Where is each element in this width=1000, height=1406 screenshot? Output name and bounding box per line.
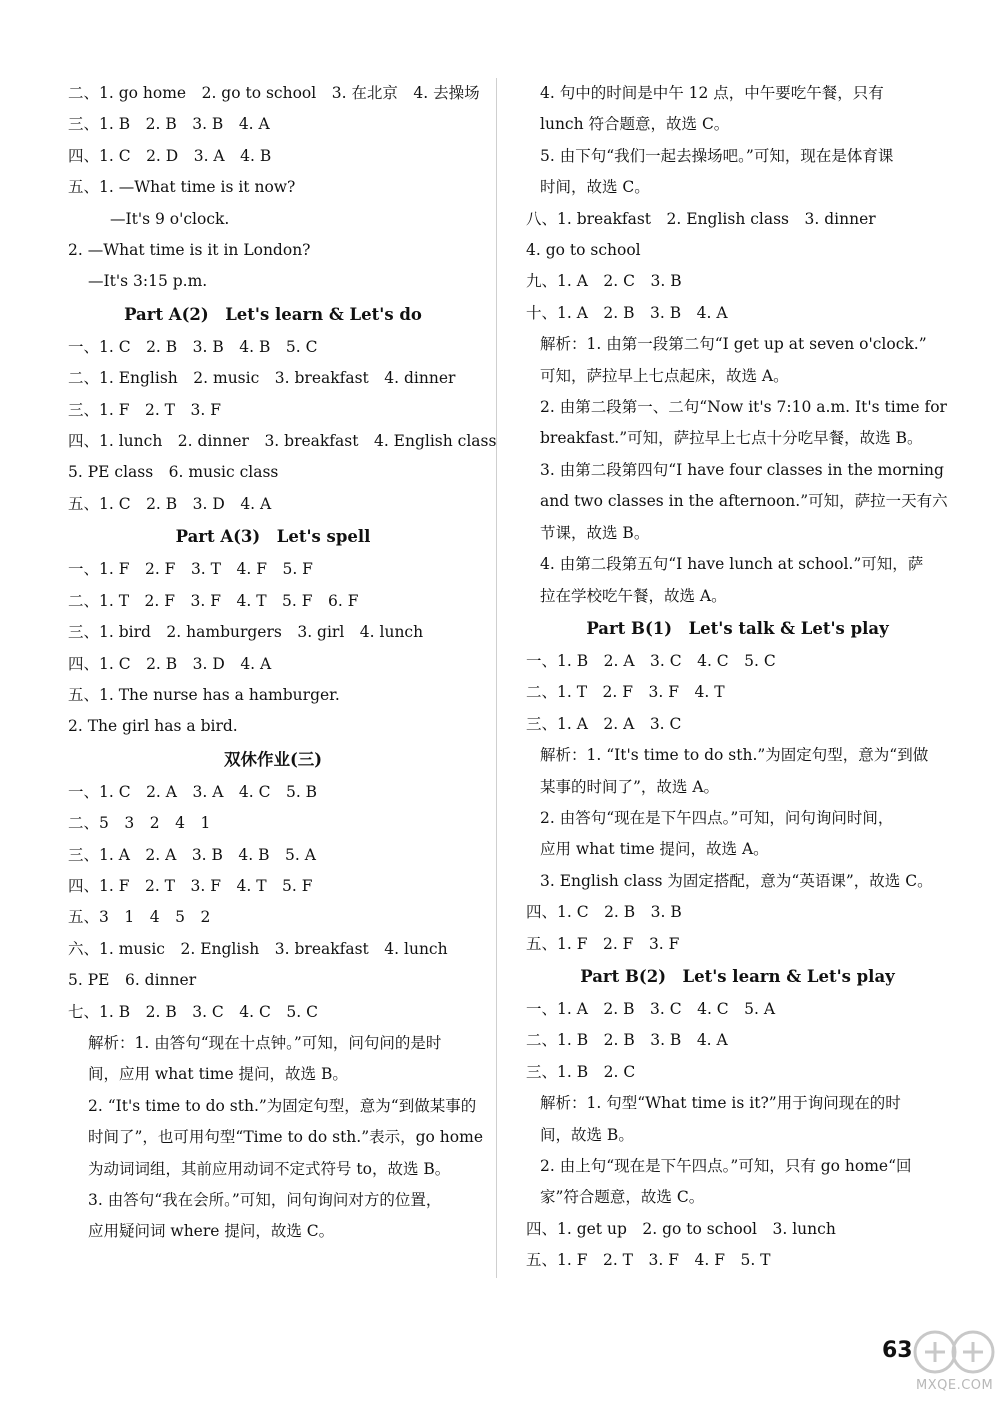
answer-line: 一、1. C 2. A 3. A 4. C 5. B	[68, 782, 318, 801]
answer-line: 5. PE class 6. music class	[68, 463, 279, 482]
answer-line: 间，故选 B。	[540, 1125, 634, 1144]
right-column	[526, 78, 948, 1277]
answer-line: 二、1. T 2. F 3. F 4. T 5. F 6. F	[68, 591, 359, 610]
answer-line: 解析：1. 句型“What time is it?”用于询问现在的时	[540, 1094, 901, 1113]
answer-line: 三、1. A 2. A 3. C	[526, 714, 682, 733]
answer-line: 家”符合题意，故选 C。	[540, 1188, 705, 1207]
answer-line: 二、1. T 2. F 3. F 4. T	[526, 683, 725, 702]
answer-line: 时间，故选 C。	[540, 178, 650, 197]
answer-line: 一、1. F 2. F 3. T 4. F 5. F	[68, 560, 313, 579]
answer-line: 间，应用 what time 提问，故选 B。	[88, 1065, 348, 1084]
answer-line: 为动词词组，其前应用动词不定式符号 to，故选 B。	[88, 1159, 451, 1178]
answer-line: —It's 3:15 p.m.	[88, 272, 208, 291]
answer-line: 应用 what time 提问，故选 A。	[540, 840, 769, 859]
answer-line: 四、1. F 2. T 3. F 4. T 5. F	[68, 876, 313, 895]
answer-line: 四、1. lunch 2. dinner 3. breakfast 4. English class	[68, 432, 497, 451]
answer-line: 四、1. C 2. B 3. D 4. A	[68, 654, 272, 673]
answer-line: 2. The girl has a bird.	[68, 717, 238, 736]
answer-line: 五、1. The nurse has a hamburger.	[68, 685, 340, 704]
answer-line: 三、1. F 2. T 3. F	[68, 400, 221, 419]
watermark-logo	[905, 1322, 1000, 1406]
answer-line: 3. 由第二段第四句“I have four classes in the morning	[540, 460, 944, 479]
answer-line: 解析：1. “It's time to do sth.”为固定句型，意为“到做	[540, 746, 929, 765]
answer-line: 六、1. music 2. English 3. breakfast 4. lunch	[68, 939, 448, 958]
column-divider	[496, 78, 497, 1278]
answer-line: 四、1. C 2. B 3. B	[526, 903, 682, 922]
answer-line: 三、1. bird 2. hamburgers 3. girl 4. lunch	[68, 623, 424, 642]
answer-line: 一、1. C 2. B 3. B 4. B 5. C	[68, 337, 318, 356]
answer-line: 一、1. B 2. A 3. C 4. C 5. C	[526, 651, 776, 670]
page-number: 63	[882, 1338, 913, 1363]
answer-line: 3. 由答句“我在会所。”可知，问句询问对方的位置，	[88, 1191, 442, 1209]
answer-line: 五、1. —What time is it now?	[68, 178, 296, 197]
left-column	[68, 78, 497, 1248]
answer-line: 2. 由第二段第一、二句“Now it's 7:10 a.m. It's time for	[540, 398, 947, 417]
answer-line: —It's 9 o'clock.	[110, 209, 230, 228]
answer-line: 可知，萨拉早上七点起床，故选 A。	[540, 366, 789, 385]
answer-line: 解析：1. 由答句“现在十点钟。”可知，问句问的是时	[88, 1033, 442, 1052]
answer-line: 时间了”，也可用句型“Time to do sth.”表示，go home	[88, 1128, 483, 1147]
answer-line: 一、1. A 2. B 3. C 4. C 5. A	[526, 999, 776, 1018]
answer-line: 九、1. A 2. C 3. B	[526, 272, 682, 291]
answer-line: 4. 句中的时间是中午 12 点，中午要吃午餐，只有	[540, 84, 884, 102]
section-heading: Part A(3) Let's spell	[175, 527, 371, 547]
answer-line: 五、1. F 2. T 3. F 4. F 5. T	[526, 1251, 771, 1270]
answer-line: 拉在学校吃午餐，故选 A。	[540, 586, 727, 605]
answer-line: breakfast.”可知，萨拉早上七点十分吃早餐，故选 B。	[540, 429, 923, 448]
section-heading: 双休作业(三)	[223, 749, 323, 769]
answer-line: 三、1. B 2. B 3. B 4. A	[68, 115, 270, 134]
answer-line: 应用疑问词 where 提问，故选 C。	[88, 1222, 335, 1241]
answer-line: 五、3 1 4 5 2	[68, 908, 211, 927]
answer-line: 2. —What time is it in London?	[68, 241, 311, 260]
answer-line: 二、1. B 2. B 3. B 4. A	[526, 1031, 728, 1050]
answer-line: 八、1. breakfast 2. English class 3. dinner	[526, 209, 876, 228]
answer-line: 2. 由上句“现在是下午四点。”可知，只有 go home“回	[540, 1157, 912, 1175]
answer-line: 5. 由下句“我们一起去操场吧。”可知，现在是体育课	[540, 146, 894, 165]
answer-line: 某事的时间了”，故选 A。	[540, 777, 720, 796]
answer-line: 四、1. C 2. D 3. A 4. B	[68, 146, 272, 165]
answer-line: 二、5 3 2 4 1	[68, 814, 211, 833]
answer-line: 四、1. get up 2. go to school 3. lunch	[526, 1219, 836, 1238]
answer-line: 二、1. go home 2. go to school 3. 在北京 4. 去操场	[68, 84, 480, 102]
answer-line: lunch 符合题意，故选 C。	[540, 115, 730, 134]
answer-line: 2. “It's time to do sth.”为固定句型，意为“到做某事的	[88, 1096, 477, 1115]
answer-line: 五、1. F 2. F 3. F	[526, 934, 680, 953]
answer-line: and two classes in the afternoon.”可知，萨拉一天有六	[540, 492, 948, 511]
answer-line: 五、1. C 2. B 3. D 4. A	[68, 494, 272, 513]
answer-line: 4. go to school	[526, 241, 641, 260]
answer-line: 4. 由第二段第五句“I have lunch at school.”可知，萨	[540, 555, 924, 574]
answer-line: 二、1. English 2. music 3. breakfast 4. dinner	[68, 369, 456, 388]
answer-line: 3. English class 为固定搭配，意为“英语课”，故选 C。	[540, 871, 933, 890]
answer-line: 5. PE 6. dinner	[68, 971, 197, 990]
answer-line: 七、1. B 2. B 3. C 4. C 5. C	[68, 1002, 318, 1021]
section-heading: Part B(1) Let's talk & Let's play	[586, 618, 889, 638]
section-heading: Part A(2) Let's learn & Let's do	[124, 304, 422, 324]
answer-line: 2. 由答句“现在是下午四点。”可知，问句询问时间，	[540, 808, 894, 827]
answer-line: 三、1. B 2. C	[526, 1062, 636, 1081]
answer-line: 三、1. A 2. A 3. B 4. B 5. A	[68, 845, 316, 864]
answer-line: 十、1. A 2. B 3. B 4. A	[526, 303, 728, 322]
answer-line: 解析：1. 由第一段第二句“I get up at seven o'clock.”	[540, 335, 927, 354]
watermark-text: MXQE.COM	[916, 1378, 994, 1393]
answer-line: 节课，故选 B。	[540, 523, 650, 542]
section-heading: Part B(2) Let's learn & Let's play	[580, 966, 895, 986]
